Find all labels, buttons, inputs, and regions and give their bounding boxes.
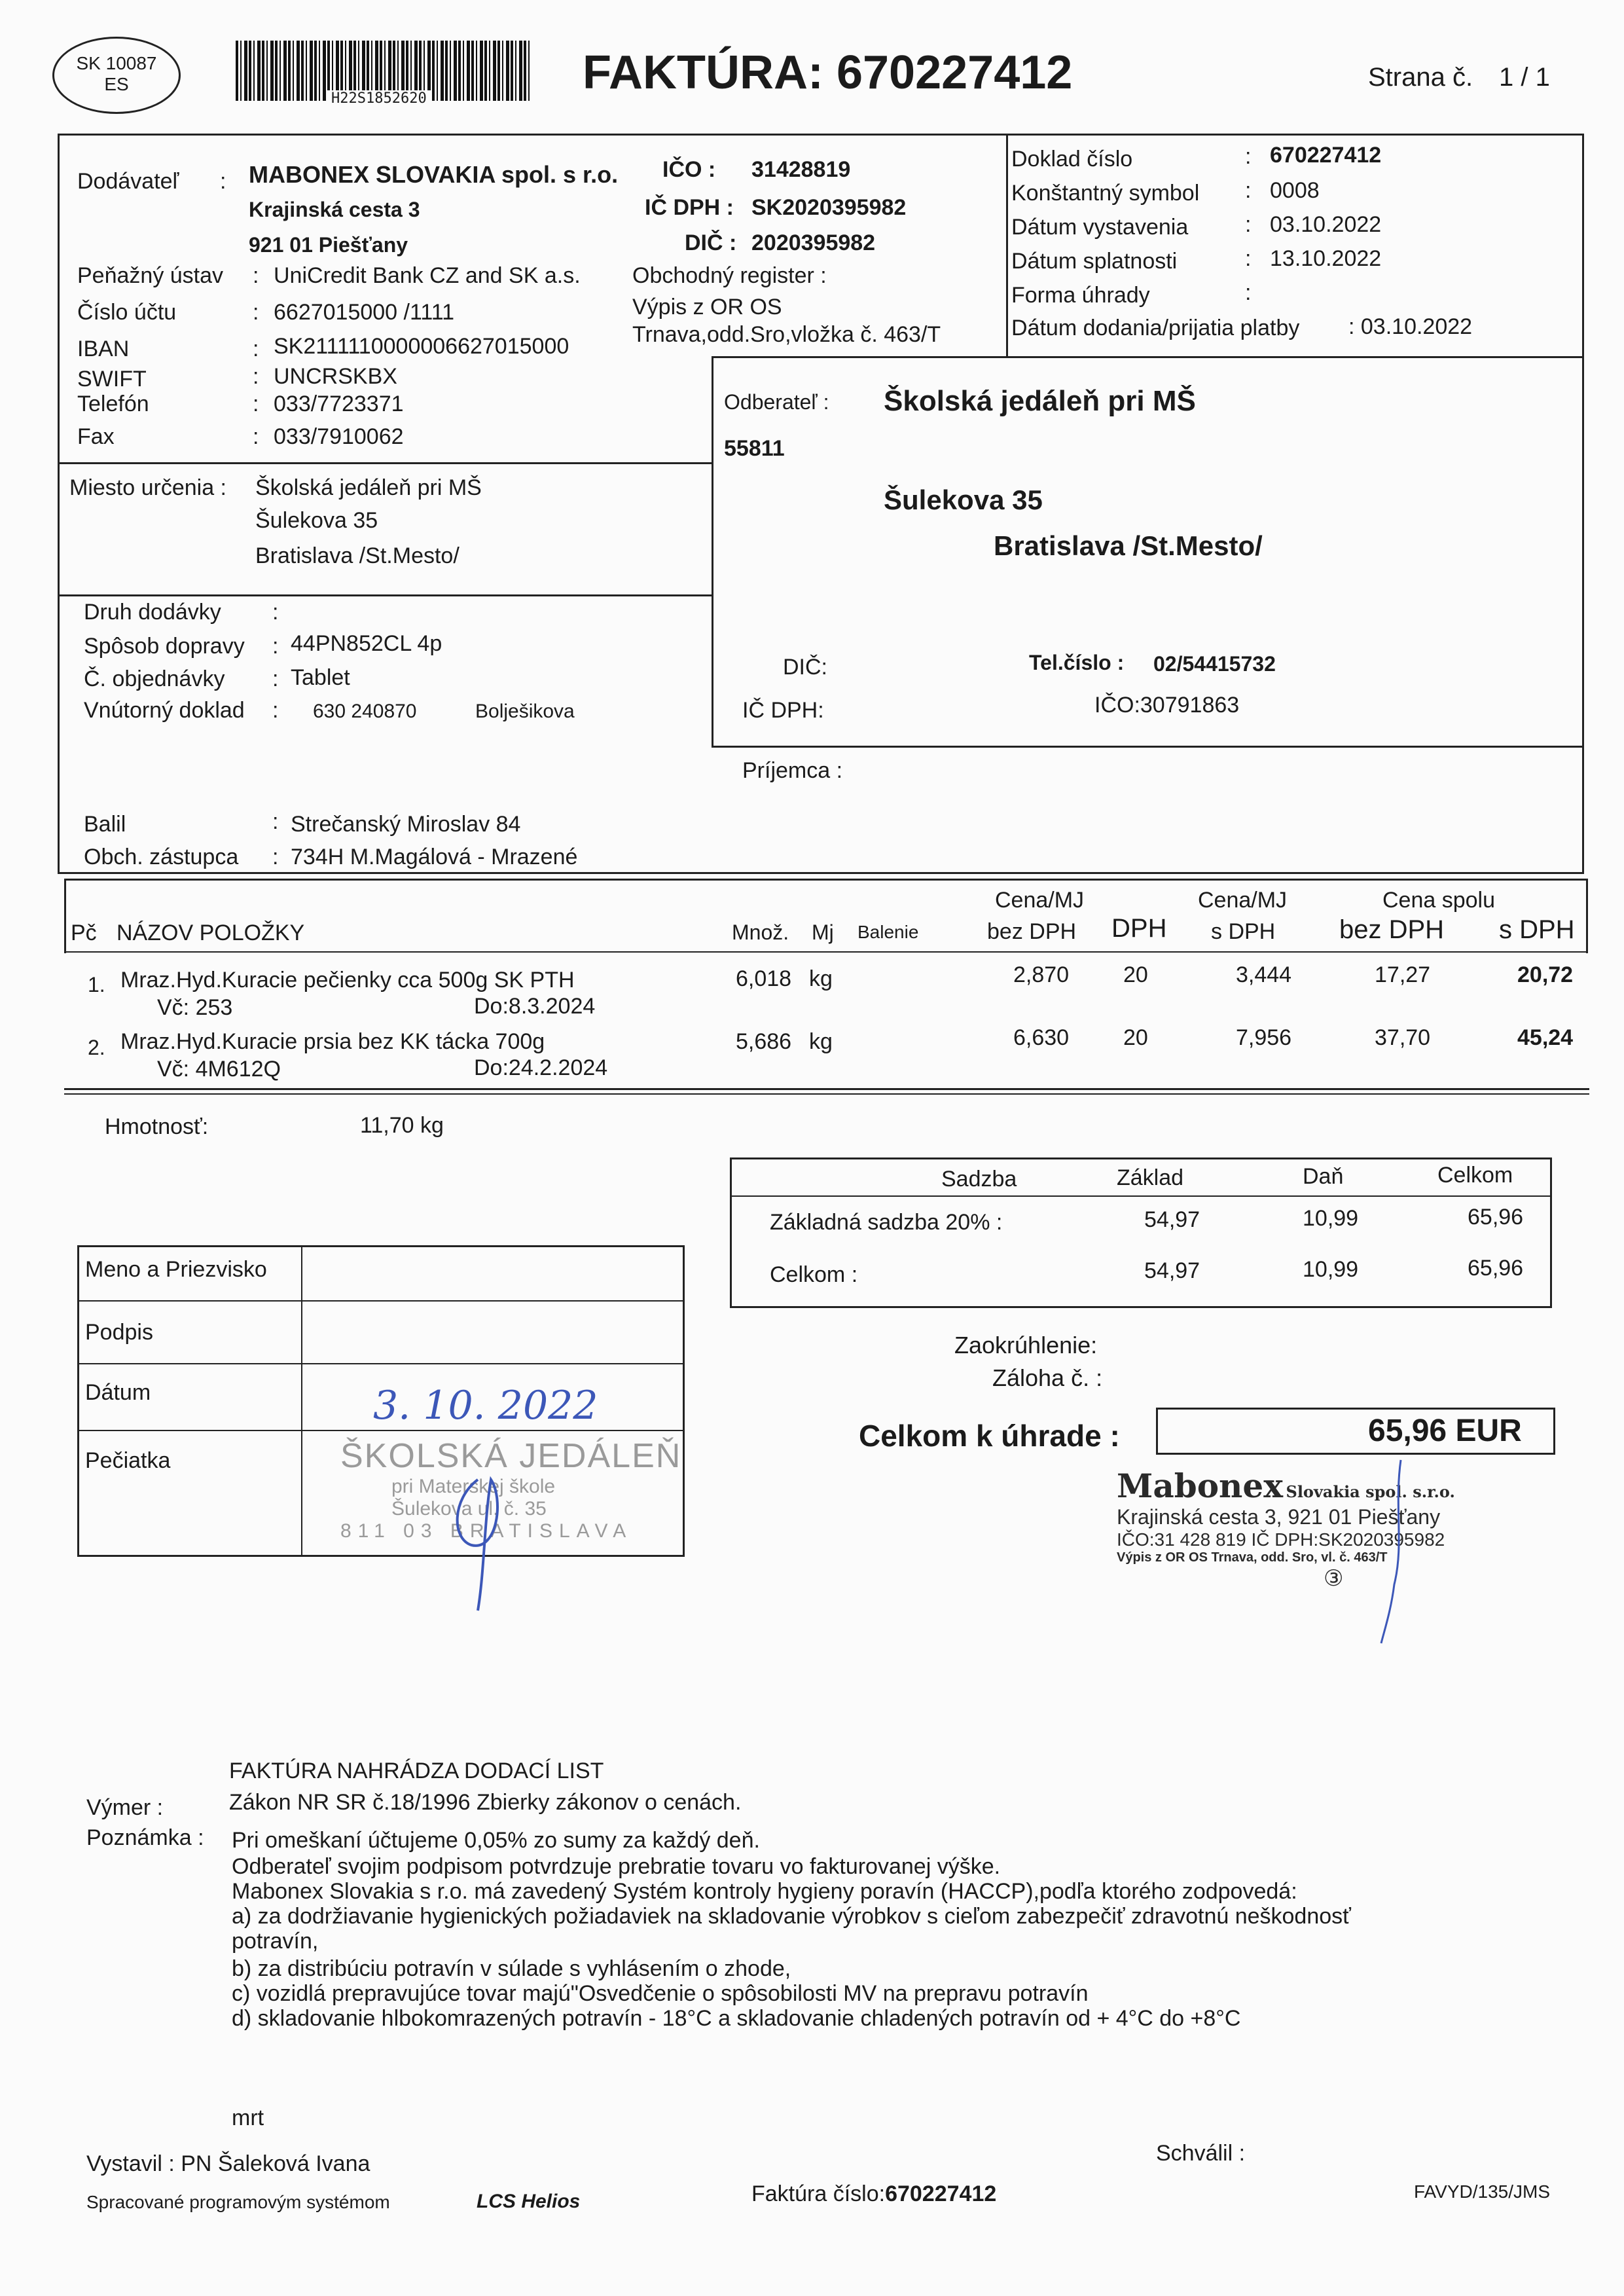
vat-row1-total: 65,96 — [1468, 1205, 1524, 1230]
item-1-unit: kg — [809, 966, 833, 991]
item-1-vc: Vč: 253 — [157, 995, 233, 1020]
note-line-3: Mabonex Slovakia s r.o. má zavedený Systém kontroly hygieny poravín (HACCP),podľa ktorého zodpovedá: — [232, 1879, 1297, 1904]
items-header-underline — [64, 951, 1588, 953]
register-line2: Trnava,odd.Sro,vložka č. 463/T — [632, 322, 941, 347]
rep: 734H M.Magálová - Mrazené — [291, 845, 578, 869]
item-2-unit: kg — [809, 1029, 833, 1054]
item-1-price-inc: 3,444 — [1236, 962, 1292, 987]
payment-form-label: Forma úhrady — [1011, 283, 1150, 308]
vat-table-header-line — [730, 1195, 1552, 1197]
destination-line1: Školská jedáleň pri MŠ — [255, 475, 482, 500]
vat-h-tax: Daň — [1303, 1164, 1344, 1189]
col-price-ex-bottom: bez DPH — [987, 919, 1077, 944]
vat-row2-tax: 10,99 — [1303, 1257, 1359, 1282]
iban-value: SK2111110000006627015000 — [274, 334, 569, 359]
doc-number-sep: : — [1245, 144, 1252, 169]
item-2-total-ex: 37,70 — [1375, 1025, 1431, 1050]
internal-sep: : — [272, 698, 279, 723]
stamp-line1: ŠKOLSKÁ JEDÁLEŇ — [340, 1437, 682, 1475]
iban-sep: : — [253, 337, 259, 361]
vat-row2-label: Celkom : — [770, 1262, 858, 1287]
item-1-total-inc: 20,72 — [1517, 962, 1574, 987]
swift-value: UNCRSKBX — [274, 364, 397, 389]
vat-row1-label: Základná sadzba 20% : — [770, 1210, 1003, 1235]
vat-h-base: Základ — [1117, 1165, 1184, 1190]
issue-date-label: Dátum vystavenia — [1011, 215, 1189, 240]
stamp-supplier-mark: ③ — [1324, 1566, 1344, 1591]
frame-bottom — [58, 872, 1584, 874]
supplier-street: Krajinská cesta 3 — [249, 198, 420, 221]
frame-right — [1582, 134, 1584, 357]
register-label: Obchodný register : — [632, 263, 827, 288]
const-symbol-label: Konštantný symbol — [1011, 181, 1200, 206]
seal-line-2: ES — [104, 74, 129, 94]
signature-row-3 — [77, 1430, 685, 1431]
customer-name: Školská jedáleň pri MŠ — [884, 385, 1196, 417]
divider-doc-info — [1006, 134, 1008, 356]
item-2-no: 2. — [88, 1036, 105, 1059]
footer-invoice-label: Faktúra číslo: — [751, 2181, 886, 2206]
packed-sep: : — [272, 809, 279, 834]
due-date: 13.10.2022 — [1270, 246, 1382, 271]
certification-seal — [52, 37, 181, 114]
stamp-line4: 811 03 BRATISLAVA — [340, 1520, 633, 1542]
vat-row2-total: 65,96 — [1468, 1256, 1524, 1281]
phone-label: Telefón — [77, 392, 149, 416]
customer-tel-label: Tel.číslo : — [1029, 651, 1125, 674]
fax-label: Fax — [77, 424, 115, 449]
register-line1: Výpis z OR OS — [632, 295, 782, 319]
seal-line-1: SK 10087 — [76, 53, 157, 73]
customer-label: Odberateľ : — [724, 390, 829, 414]
customer-dic-label: DIČ: — [783, 655, 827, 680]
footer-invoice — [751, 2181, 996, 2207]
vat-row2-base: 54,97 — [1144, 1258, 1200, 1283]
col-price-inc-top: Cena/MJ — [1198, 888, 1288, 913]
stamp-supplier-line3: Výpis z OR OS Trnava, odd. Sro, vl. č. 463/T — [1117, 1550, 1388, 1565]
packed: Strečanský Miroslav 84 — [291, 812, 521, 837]
sign-label: Podpis — [85, 1320, 153, 1345]
col-qty: Množ. — [732, 920, 789, 944]
order-label: Č. objednávky — [84, 666, 225, 691]
account-sep: : — [253, 300, 259, 325]
total-value: 65,96 EUR — [1368, 1413, 1522, 1448]
transport: 44PN852CL 4p — [291, 631, 442, 656]
item-1-qty: 6,018 — [736, 966, 792, 991]
system-name: LCS Helios — [477, 2191, 581, 2212]
handwritten-signature — [425, 1440, 556, 1624]
item-2-do: Do:24.2.2024 — [474, 1055, 608, 1080]
note-line-6: b) za distribúciu potravín v súlade s vyhlásením o zhode, — [232, 1956, 791, 1981]
weight-value: 11,70 kg — [360, 1113, 444, 1138]
swift-label: SWIFT — [77, 367, 147, 392]
stamp-supplier-line1: Krajinská cesta 3, 921 01 Piešťany — [1117, 1505, 1441, 1529]
payment-form-sep: : — [1245, 280, 1252, 305]
item-1-no: 1. — [88, 973, 105, 996]
item-2-price-ex: 6,630 — [1013, 1025, 1070, 1050]
stamp-label: Pečiatka — [85, 1448, 171, 1473]
doc-number: 670227412 — [1270, 143, 1382, 168]
name-label: Meno a Priezvisko — [85, 1257, 267, 1282]
item-1-do: Do:8.3.2024 — [474, 994, 596, 1019]
system-label: Spracované programovým systémom — [86, 2192, 390, 2212]
notes-title: FAKTÚRA NAHRÁDZA DODACÍ LIST — [229, 1758, 604, 1783]
col-price-ex-top: Cena/MJ — [995, 888, 1085, 913]
dic-label: DIČ : — [685, 230, 737, 255]
customer-street: Šulekova 35 — [884, 484, 1043, 515]
customer-icdph-label: IČ DPH: — [742, 698, 824, 723]
fax-value: 033/7910062 — [274, 424, 404, 449]
note-label: Poznámka : — [86, 1825, 204, 1850]
account-label: Číslo účtu — [77, 300, 177, 325]
items-bottom-line-1 — [64, 1088, 1589, 1090]
stamp-brand: Mabonex — [1117, 1467, 1284, 1505]
vat-row1-tax: 10,99 — [1303, 1206, 1359, 1231]
swift-sep: : — [253, 364, 259, 389]
bank-sep: : — [253, 263, 259, 288]
divider-destination — [58, 462, 712, 464]
col-vat: DPH — [1111, 914, 1167, 943]
col-pack: Balenie — [857, 922, 919, 942]
customer-city: Bratislava /St.Mesto/ — [994, 530, 1263, 561]
item-2-total-inc: 45,24 — [1517, 1025, 1574, 1050]
item-1-price-ex: 2,870 — [1013, 962, 1070, 987]
stamp-brand-rest: Slovakia spol. s.r.o. — [1286, 1482, 1455, 1501]
rounding-label: Zaokrúhlenie: — [954, 1332, 1098, 1358]
delivery-date: : 03.10.2022 — [1348, 314, 1473, 339]
item-2-vc: Vč: 4M612Q — [157, 1057, 281, 1082]
due-date-label: Dátum splatnosti — [1011, 249, 1178, 274]
icdph-label: IČ DPH : — [645, 195, 734, 220]
delivery-type-label: Druh dodávky — [84, 600, 221, 625]
note-line-2: Odberateľ svojim podpisom potvrdzuje prebratie tovaru vo fakturovanej výške. — [232, 1854, 1001, 1879]
total-label: Celkom k úhrade : — [859, 1419, 1120, 1453]
col-total-inc: s DPH — [1499, 915, 1575, 944]
approved-label: Schválil : — [1156, 2141, 1246, 2166]
signature-row-2 — [77, 1363, 685, 1364]
order-sep: : — [272, 666, 279, 691]
iban-label: IBAN — [77, 337, 130, 361]
item-2-vat: 20 — [1123, 1025, 1148, 1050]
notes-mrt: mrt — [232, 2105, 264, 2130]
destination-line2: Šulekova 35 — [255, 508, 378, 533]
destination-label: Miesto určenia : — [69, 475, 226, 500]
dic-value: 2020395982 — [751, 230, 876, 255]
item-1-name: Mraz.Hyd.Kuracie pečienky cca 500g SK PTH — [120, 968, 575, 993]
items-bottom-line-2 — [64, 1093, 1589, 1095]
signature-col-divider — [301, 1245, 302, 1556]
item-2-price-inc: 7,956 — [1236, 1025, 1292, 1050]
transport-label: Spôsob dopravy — [84, 634, 245, 659]
supplier-label: Dodávateľ — [77, 169, 179, 194]
internal-name: Bolješikova — [475, 701, 575, 722]
doc-number-label: Doklad číslo — [1011, 147, 1133, 172]
internal-doc: 630 240870 — [313, 701, 417, 722]
date-handwritten: 3. 10. 2022 — [373, 1383, 598, 1429]
rep-sep: : — [272, 845, 279, 869]
vat-row1-base: 54,97 — [1144, 1207, 1200, 1232]
bank-value: UniCredit Bank CZ and SK a.s. — [274, 263, 581, 288]
supplier-signature — [1355, 1453, 1440, 1650]
const-symbol: 0008 — [1270, 178, 1320, 203]
order: Tablet — [291, 665, 350, 690]
transport-sep: : — [272, 634, 279, 659]
advance-label: Záloha č. : — [992, 1364, 1103, 1391]
delivery-date-label: Dátum dodania/prijatia platby — [1011, 316, 1300, 340]
vat-h-total: Celkom — [1437, 1163, 1513, 1188]
phone-sep: : — [253, 392, 259, 416]
stamp-supplier-line2: IČO:31 428 819 IČ DPH:SK2020395982 — [1117, 1529, 1445, 1550]
page-value: 1 / 1 — [1499, 63, 1550, 92]
destination-line3: Bratislava /St.Mesto/ — [255, 543, 460, 568]
weight-label: Hmotnosť: — [105, 1114, 209, 1139]
col-total-top: Cena spolu — [1382, 888, 1496, 913]
issue-date: 03.10.2022 — [1270, 212, 1382, 237]
note-line-8: d) skladovanie hlbokomrazených potravín - 18°C a skladovanie chladených potravín od + 4°C do +8°C — [232, 2006, 1241, 2031]
supplier-city: 921 01 Piešťany — [249, 233, 408, 257]
customer-code: 55811 — [724, 436, 785, 461]
col-price-inc-bottom: s DPH — [1211, 919, 1276, 944]
col-total-ex: bez DPH — [1339, 915, 1445, 944]
stamp-line3: Šulekova ul. č. 35 — [391, 1498, 547, 1520]
supplier-name: MABONEX SLOVAKIA spol. s r.o. — [249, 161, 619, 188]
footer-invoice-no: 670227412 — [885, 2181, 997, 2206]
account-value: 6627015000 /1111 — [274, 300, 455, 325]
signature-row-1 — [77, 1300, 685, 1302]
packed-label: Balil — [84, 812, 126, 837]
customer-tel: 02/54415732 — [1153, 652, 1276, 676]
page-label: Strana č. — [1368, 63, 1473, 92]
form-code: FAVYD/135/JMS — [1414, 2181, 1551, 2202]
item-1-vat: 20 — [1123, 962, 1148, 987]
customer-ico: IČO:30791863 — [1094, 693, 1240, 718]
due-date-sep: : — [1245, 246, 1252, 271]
item-1-total-ex: 17,27 — [1375, 962, 1431, 987]
vat-h-rate: Sadzba — [941, 1167, 1017, 1192]
issued-by: Vystavil : PN Šaleková Ivana — [86, 2151, 370, 2176]
vymer-label: Výmer : — [86, 1795, 164, 1820]
supplier-sep: : — [220, 169, 226, 194]
divider-delivery — [58, 594, 712, 596]
stamp-line2: pri Materskej škole — [391, 1476, 556, 1497]
note-line-5: potravín, — [232, 1929, 319, 1954]
note-line-4: a) za dodržiavanie hygienických požiadaviek na skladovanie výrobkov s cieľom zabezpečiť zdravotnú neškodnosť — [232, 1904, 1351, 1929]
col-name: NÁZOV POLOŽKY — [117, 920, 305, 945]
issue-date-sep: : — [1245, 212, 1252, 237]
col-pc: Pč — [71, 920, 97, 945]
barcode-text: H22S1852620 — [327, 90, 431, 107]
ico-label: IČO : — [662, 157, 716, 182]
note-line-7: c) vozidlá prepravujúce tovar majú"Osvedčenie o spôsobilosti MV na prepravu potravín — [232, 1981, 1089, 2006]
invoice-title: FAKTÚRA: 670227412 — [583, 46, 1073, 99]
ico-value: 31428819 — [751, 157, 851, 182]
recipient-label: Príjemca : — [742, 758, 843, 783]
fax-sep: : — [253, 424, 259, 449]
item-2-name: Mraz.Hyd.Kuracie prsia bez KK tácka 700g — [120, 1029, 545, 1054]
icdph-value: SK2020395982 — [751, 195, 907, 220]
date-label: Dátum — [85, 1380, 151, 1405]
col-unit: Mj — [812, 920, 834, 944]
delivery-type-sep: : — [272, 600, 279, 625]
phone-value: 033/7723371 — [274, 392, 404, 416]
recipient-right-border — [1582, 746, 1584, 873]
vymer: Zákon NR SR č.18/1996 Zbierky zákonov o cenách. — [229, 1790, 742, 1815]
rep-label: Obch. zástupca — [84, 845, 239, 869]
internal-label: Vnútorný doklad — [84, 698, 245, 723]
note-line-1: Pri omeškaní účtujeme 0,05% zo sumy za každý deň. — [232, 1828, 760, 1853]
bank-label: Peňažný ústav — [77, 263, 224, 288]
item-2-qty: 5,686 — [736, 1029, 792, 1054]
const-symbol-sep: : — [1245, 178, 1252, 203]
